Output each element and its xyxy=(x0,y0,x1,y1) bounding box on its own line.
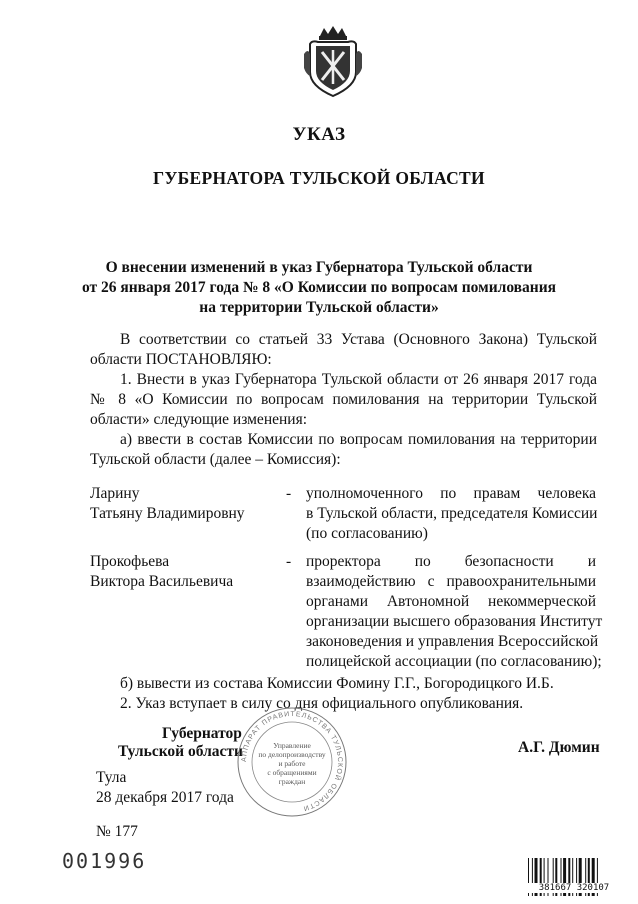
text-line: в Тульской области, председателя Комиссии xyxy=(306,505,598,522)
text-line: полицейской ассоциации (по согласованию); xyxy=(306,653,602,670)
text-line: Тульской области (далее – Комиссия): xyxy=(90,451,341,468)
text-line: № 8 «О Комиссии по вопросам помилования на территории Тульской xyxy=(90,391,597,408)
stamp-ring-text: АППАРАТ ПРАВИТЕЛЬСТВА ТУЛЬСКОЙ ОБЛАСТИ xyxy=(240,710,344,812)
document-number: № 177 xyxy=(96,823,138,840)
barcode-number: 381667 320107 xyxy=(528,883,620,893)
subject-line: от 26 января 2017 года № 8 «О Комиссии по вопросам помилования xyxy=(81,279,557,296)
document-subject xyxy=(0,258,638,318)
text-line: а) ввести в состав Комиссии по вопросам помилования на территории xyxy=(120,431,597,448)
member-name xyxy=(90,484,245,524)
text-line: органами Автономной некоммерческой xyxy=(306,593,596,610)
paragraph-preamble xyxy=(90,330,597,370)
member-given-names: Татьяну Владимировну xyxy=(90,505,245,522)
paragraph-item-1 xyxy=(90,370,597,430)
signatory-name: А.Г. Дюмин xyxy=(518,739,600,756)
text-line: 1. Внести в указ Губернатора Тульской области от 26 января 2017 года xyxy=(120,371,597,388)
paragraph-item-2: 2. Указ вступает в силу со дня официального опубликования. xyxy=(120,695,524,712)
text-line: области» следующие изменения: xyxy=(90,411,308,428)
text-line: области ПОСТАНОВЛЯЮ: xyxy=(90,351,272,368)
stamp-line: граждан xyxy=(278,777,306,786)
text-line: взаимодействию с правоохранительными xyxy=(306,573,596,590)
stamp-line: с обращениями xyxy=(267,768,317,777)
member-dash: - xyxy=(286,485,292,502)
official-stamp xyxy=(236,706,348,818)
stamp-line: Управление xyxy=(273,741,311,750)
text-line: проректора по безопасности и xyxy=(306,553,596,570)
subject-line: О внесении изменений в указ Губернатора Тульской области xyxy=(105,259,533,276)
text-line: законоведения и управления Всероссийской xyxy=(306,633,599,650)
member-name xyxy=(90,552,233,592)
paragraph-item-b: б) вывести из состава Комиссии Фомину Г.Г., Богородицкого И.Б. xyxy=(120,675,554,692)
member-given-names: Виктора Васильевича xyxy=(90,573,234,590)
member-surname: Прокофьева xyxy=(90,553,170,570)
issuer-title: ГУБЕРНАТОРА ТУЛЬСКОЙ ОБЛАСТИ xyxy=(153,168,485,188)
document-type-title: УКАЗ xyxy=(292,124,346,145)
member-description xyxy=(306,552,603,672)
member-description xyxy=(306,484,596,544)
stamp-line: по делопроизводству xyxy=(258,750,326,759)
member-surname: Ларину xyxy=(90,485,140,502)
tula-coat-of-arms-icon xyxy=(302,24,364,98)
text-line: уполномоченного по правам человека xyxy=(306,485,596,502)
text-line: В соответствии со статьей 33 Устава (Основного Закона) Тульской xyxy=(120,331,597,348)
signatory-role-line1: Губернатор xyxy=(162,725,242,742)
paragraph-item-a xyxy=(90,430,597,470)
registration-number: 001996 xyxy=(62,849,147,873)
member-dash: - xyxy=(286,553,292,570)
stamp-line: и работе xyxy=(278,759,306,768)
document-date: 28 декабря 2017 года xyxy=(96,789,234,806)
place-city: Тула xyxy=(96,769,127,786)
subject-line: на территории Тульской области» xyxy=(199,299,439,316)
signatory-role-line2: Тульской области xyxy=(118,743,243,760)
text-line: (по согласованию) xyxy=(306,525,428,542)
text-line: организации высшего образования Институт xyxy=(306,613,603,630)
